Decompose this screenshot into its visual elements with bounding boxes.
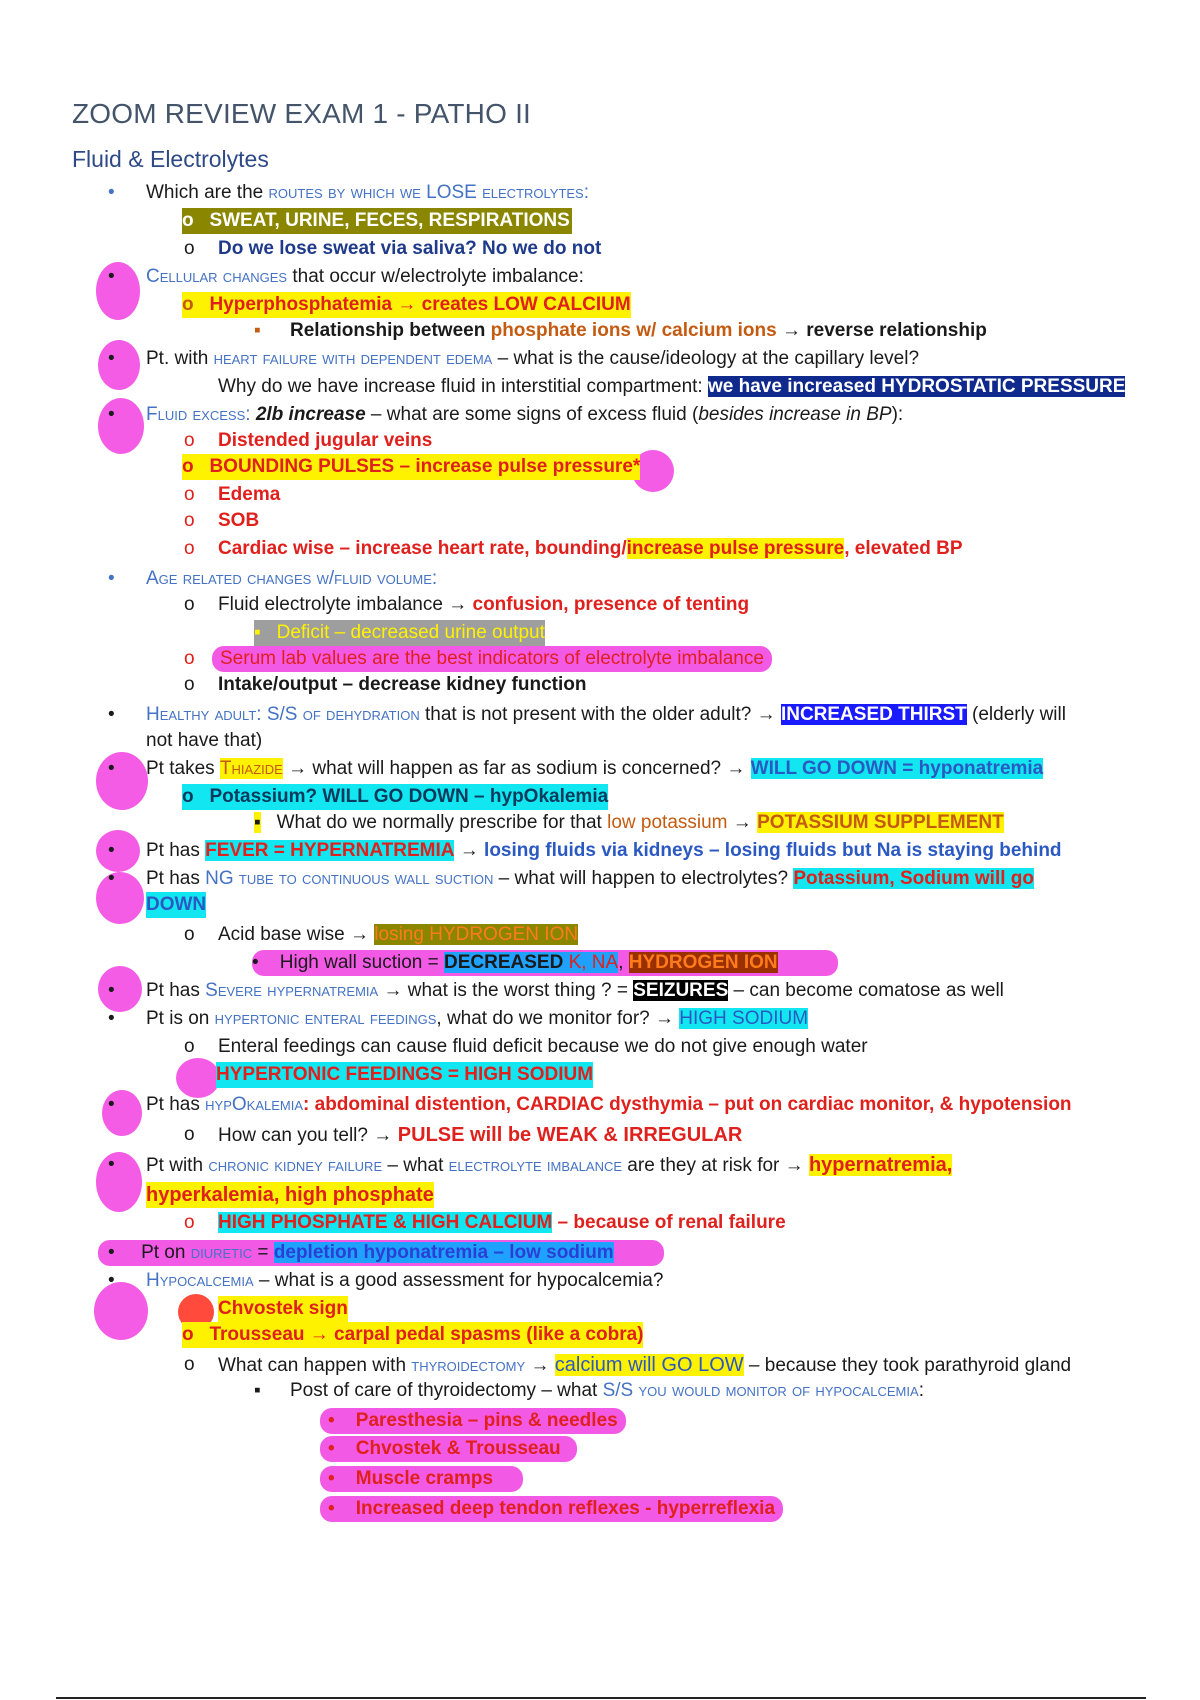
text-line: DOWN (146, 892, 206, 918)
highlighter-mark (96, 1152, 142, 1212)
bullet-circle-icon: o (184, 510, 195, 531)
text-line: Acid base wise → losing HYDROGEN ION (218, 924, 579, 945)
text-line: Serum lab values are the best indicators of electrolyte imbalance (212, 646, 772, 672)
text-line: How can you tell? → PULSE will be WEAK & IRREGULAR (218, 1124, 743, 1146)
bullet-dot-icon: • (108, 1008, 115, 1029)
text-line: o Trousseau → carpal pedal spasms (like a cobra) (182, 1322, 643, 1348)
bullet-dot-icon: • (108, 840, 115, 861)
bullet-dot-icon: • (108, 1094, 115, 1115)
text-line: • Muscle cramps (320, 1466, 523, 1492)
text-line: Pt has FEVER = HYPERNATREMIA → losing fluids via kidneys – losing fluids but Na is staying behind (146, 840, 1062, 861)
text-line: • Pt on diuretic = depletion hyponatremia – low sodium (98, 1240, 664, 1266)
text-line: hyperkalemia, high phosphate (146, 1184, 434, 1206)
bullet-circle-icon: o (184, 648, 195, 669)
text-line: Edema (218, 484, 281, 505)
highlighter-mark (96, 752, 148, 810)
text-line: Pt is on hypertonic enteral feedings, what do we monitor for? → HIGH SODIUM (146, 1008, 809, 1029)
bullet-circle-icon: o (184, 484, 195, 505)
highlighter-mark (96, 872, 144, 924)
bullet-dot-icon: • (108, 348, 115, 369)
text-line: Distended jugular veins (218, 430, 433, 451)
bullet-dot-icon: • (108, 568, 115, 589)
section-heading: Fluid & Electrolytes (72, 146, 269, 172)
text-line: Fluid electrolyte imbalance → confusion, presence of tenting (218, 594, 750, 615)
text-line: Enteral feedings can cause fluid deficit because we do not give enough water (218, 1036, 868, 1057)
text-line: Age related changes w/fluid volume: (146, 568, 438, 589)
highlighter-mark (98, 966, 142, 1012)
text-line: Relationship between phosphate ions w/ calcium ions → reverse relationship (290, 320, 987, 341)
bullet-dot-icon: • (108, 182, 115, 203)
bullet-circle-icon: o (184, 594, 195, 615)
bullet-dot-icon: • (108, 1270, 115, 1291)
text-line: o SWEAT, URINE, FECES, RESPIRATIONS (182, 208, 572, 234)
bullet-circle-icon: o (184, 1124, 195, 1145)
highlighter-mark (98, 340, 140, 390)
page-bottom-rule (56, 1697, 1146, 1699)
bullet-dot-icon: • (108, 980, 115, 1001)
text-line: Healthy adult: S/S of dehydration that is not present with the older adult? → INCREASED THIRST (elderly will (146, 704, 1066, 725)
text-line: Pt takes Thiazide → what will happen as far as sodium is concerned? → WILL GO DOWN = hyponatremia (146, 758, 1044, 779)
bullet-square-icon: ▪ (254, 320, 261, 341)
text-line: What can happen with thyroidectomy → calcium will GO LOW – because they took parathyroid gland (218, 1354, 1072, 1376)
bullet-dot-icon: • (108, 1154, 115, 1175)
highlighter-mark (96, 830, 140, 872)
bullet-circle-icon: o (184, 430, 195, 451)
text-line: ▪ What do we normally prescribe for that low potassium → POTASSIUM SUPPLEMENT (254, 812, 1004, 833)
bullet-circle-icon: o (184, 1036, 195, 1057)
bullet-square-icon: ▪ (254, 1380, 261, 1401)
text-line: o Hyperphosphatemia → creates LOW CALCIUM (182, 292, 631, 318)
text-line: Pt. with heart failure with dependent edema – what is the cause/ideology at the capillary level? (146, 348, 920, 369)
bullet-dot-icon: • (108, 868, 115, 889)
text-line: • High wall suction = DECREASED K, NA, HYDROGEN ION (252, 950, 838, 976)
bullet-dot-icon: • (108, 758, 115, 779)
page-title: ZOOM REVIEW EXAM 1 - PATHO II (72, 98, 532, 129)
text-line: Do we lose sweat via saliva? No we do not (218, 238, 602, 259)
text-line: SOB (218, 510, 260, 531)
text-line: o BOUNDING PULSES – increase pulse pressure* (182, 454, 640, 480)
text-line: Pt has hypOkalemia: abdominal distention, CARDIAC dysthymia – put on cardiac monitor, & hypotension (146, 1094, 1072, 1115)
text-line: • Increased deep tendon reflexes - hyperreflexia (320, 1496, 783, 1522)
text-line: Pt has Severe hypernatremia → what is the worst thing ? = SEIZURES – can become comatose as well (146, 980, 1004, 1001)
text-line: Why do we have increase fluid in interstitial compartment: we have increased HYDROSTATIC PRESSURE (218, 376, 1126, 397)
text-line: Post of care of thyroidectomy – what S/S you would monitor of hypocalcemia: (290, 1380, 924, 1401)
text-line: Pt with chronic kidney failure – what electrolyte imbalance are they at risk for → hypernatremia, (146, 1154, 953, 1176)
text-line: Pt has NG tube to continuous wall suction – what will happen to electrolytes? Potassium, Sodium will go (146, 868, 1035, 889)
bullet-circle-icon: o (184, 1354, 195, 1375)
text-line: not have that) (146, 730, 263, 751)
text-line: Chvostek sign (218, 1296, 348, 1322)
text-line: Which are the routes by which we LOSE electrolytes: (146, 182, 590, 203)
text-line: Cardiac wise – increase heart rate, bounding/increase pulse pressure, elevated BP (218, 538, 963, 559)
bullet-circle-icon: o (184, 538, 195, 559)
bullet-circle-icon: o (184, 1212, 195, 1233)
highlighter-mark (94, 1282, 148, 1340)
bullet-dot-icon: • (108, 266, 115, 287)
text-line: ▪ Deficit – decreased urine output (254, 620, 545, 646)
text-line: • Paresthesia – pins & needles (320, 1408, 626, 1434)
text-line: o Potassium? WILL GO DOWN – hypOkalemia (182, 784, 608, 810)
text-line: Hypocalcemia – what is a good assessment for hypocalcemia? (146, 1270, 664, 1291)
bullet-circle-icon: o (184, 238, 195, 259)
bullet-circle-icon: o (184, 924, 195, 945)
highlighter-mark (96, 262, 140, 320)
bullet-dot-icon: • (108, 404, 115, 425)
text-line: HYPERTONIC FEEDINGS = HIGH SODIUM (216, 1062, 593, 1088)
text-line: • Chvostek & Trousseau (320, 1436, 577, 1462)
highlighter-mark (98, 398, 144, 454)
text-line: Fluid excess: 2lb increase – what are some signs of excess fluid (besides increase in BP): (146, 404, 904, 425)
bullet-circle-icon: o (184, 674, 195, 695)
text-line: Intake/output – decrease kidney function (218, 674, 587, 695)
text-line: HIGH PHOSPHATE & HIGH CALCIUM – because of renal failure (218, 1212, 786, 1233)
text-line: Cellular changes that occur w/electrolyte imbalance: (146, 266, 584, 287)
bullet-dot-icon: • (108, 704, 115, 725)
